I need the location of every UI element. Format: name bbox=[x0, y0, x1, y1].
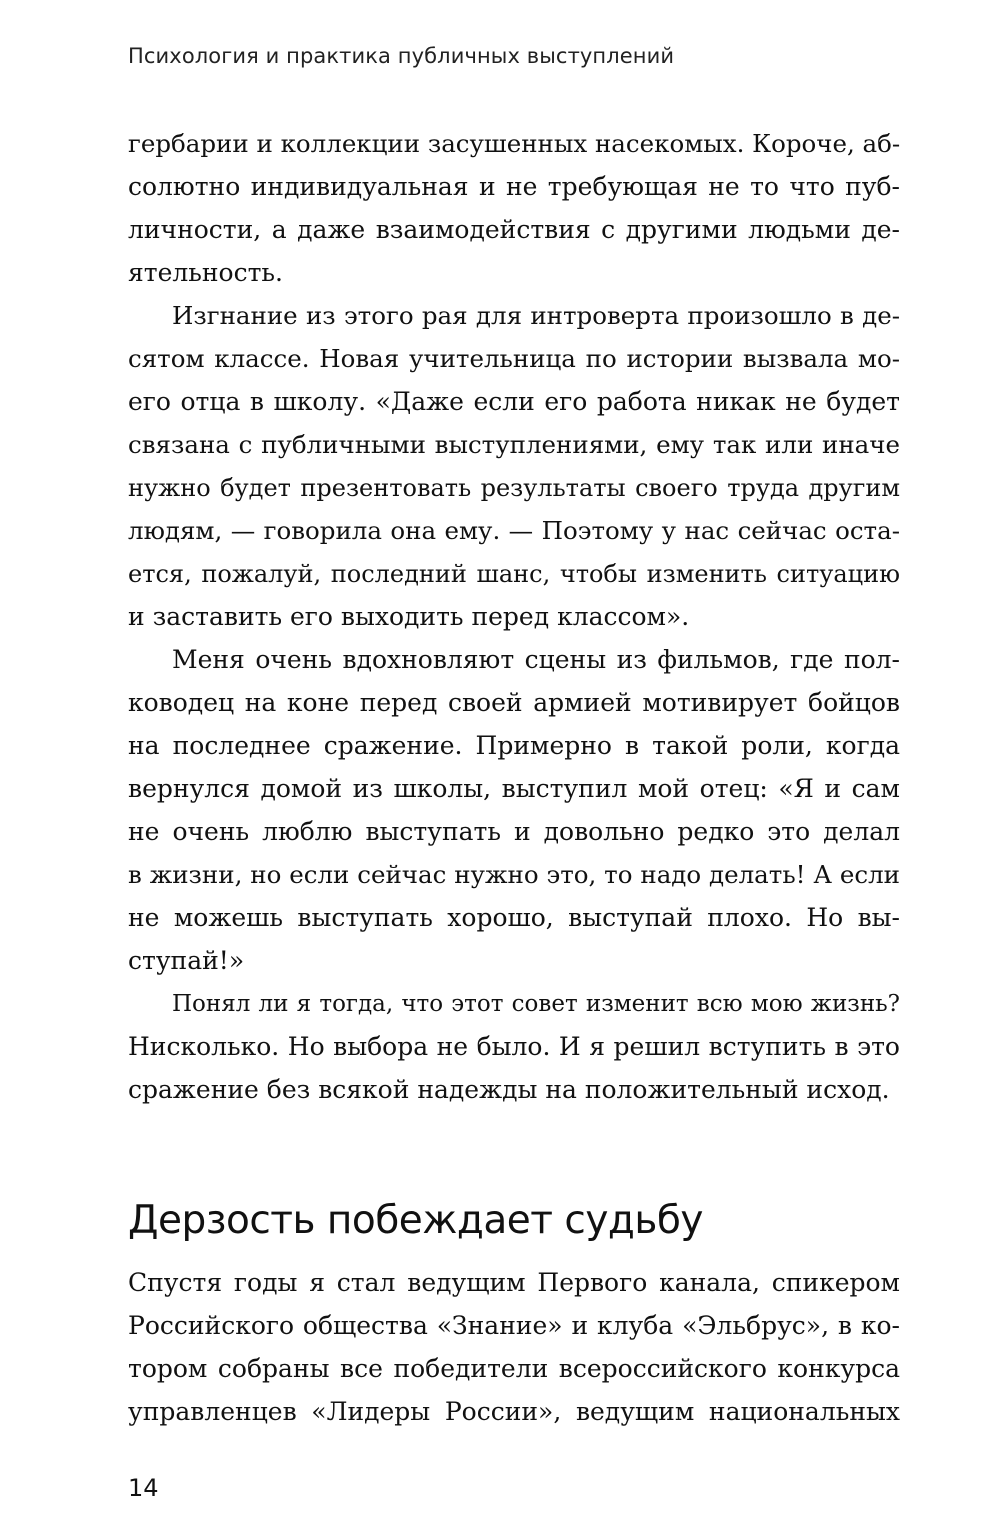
text-line: на последнее сражение. Примерно в такой роли, когда bbox=[128, 731, 900, 760]
text-line: тором собраны все победители всероссийского конкурса bbox=[128, 1354, 900, 1383]
running-head: Психология и практика публичных выступлений bbox=[128, 44, 675, 68]
text-line: Меня очень вдохновляют сцены из фильмов, где пол- bbox=[172, 645, 900, 674]
text-line: нужно будет презентовать результаты своего труда другим bbox=[128, 474, 900, 502]
text-line: ководец на коне перед своей армией мотивирует бойцов bbox=[128, 688, 900, 717]
text-line: ется, пожалуй, последний шанс, чтобы изменить ситуацию bbox=[128, 560, 900, 588]
text-line: Спустя годы я стал ведущим Первого канала, спикером bbox=[128, 1268, 900, 1297]
text-line: не можешь выступать хорошо, выступай плохо. Но вы- bbox=[128, 903, 900, 932]
page-number: 14 bbox=[128, 1474, 159, 1502]
text-line: гербарии и коллекции засушенных насекомых. Короче, аб- bbox=[128, 129, 901, 158]
text-line: не очень люблю выступать и довольно редко это делал bbox=[128, 817, 900, 846]
text-line: и заставить его выходить перед классом». bbox=[128, 602, 690, 631]
text-line: сражение без всякой надежды на положительный исход. bbox=[128, 1075, 890, 1104]
text-line: в жизни, но если сейчас нужно это, то надо делать! А если bbox=[128, 860, 900, 889]
text-line: Изгнание из этого рая для интроверта произошло в де- bbox=[172, 301, 900, 330]
text-line: сятом классе. Новая учительница по истории вызвала мо- bbox=[128, 344, 900, 373]
text-line: Понял ли я тогда, что этот совет изменит всю мою жизнь? bbox=[172, 991, 900, 1017]
text-line: ятельность. bbox=[128, 258, 283, 287]
section-heading: Дерзость побеждает судьбу bbox=[128, 1198, 703, 1243]
text-line: управленцев «Лидеры России», ведущим национальных bbox=[128, 1397, 900, 1426]
text-line: людям, — говорила она ему. — Поэтому у нас сейчас оста- bbox=[128, 516, 900, 545]
text-line: вернулся домой из школы, выступил мой отец: «Я и сам bbox=[128, 774, 900, 803]
text-line: Российского общества «Знание» и клуба «Эльбрус», в ко- bbox=[128, 1311, 900, 1340]
text-line: связана с публичными выступлениями, ему так или иначе bbox=[128, 430, 900, 459]
text-line: личности, а даже взаимодействия с другими людьми де- bbox=[128, 215, 900, 244]
text-line: ступай!» bbox=[128, 946, 245, 975]
text-line: его отца в школу. «Даже если его работа никак не будет bbox=[128, 387, 900, 416]
text-line: солютно индивидуальная и не требующая не то что пуб- bbox=[128, 172, 900, 201]
text-line: Нисколько. Но выбора не было. И я решил вступить в это bbox=[128, 1032, 900, 1061]
